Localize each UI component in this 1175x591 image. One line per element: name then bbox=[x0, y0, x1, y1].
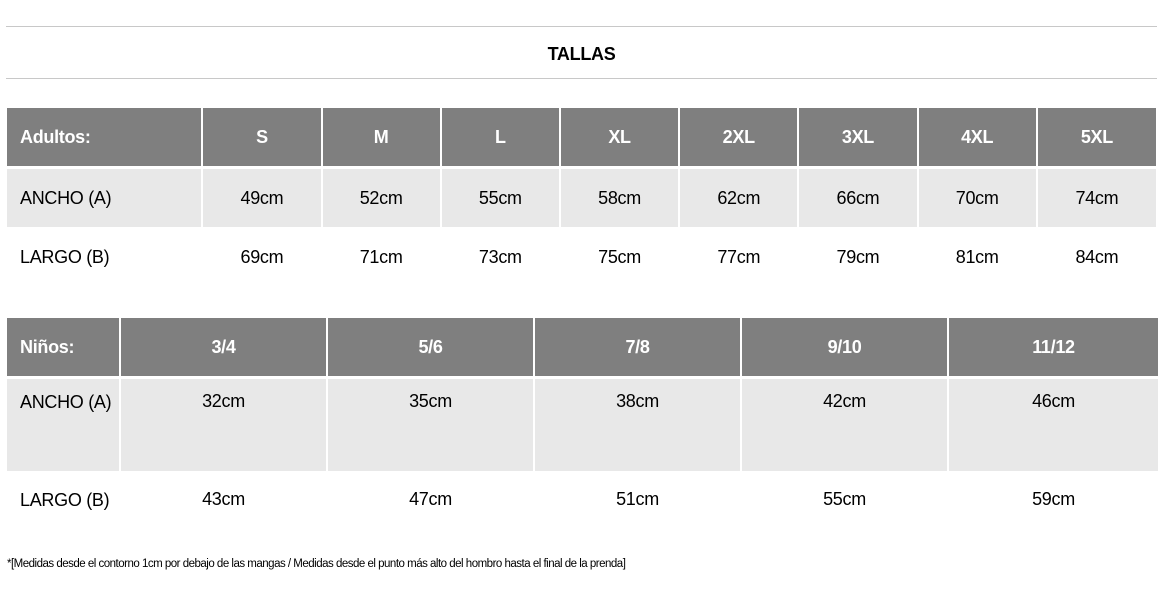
size-header-s: S bbox=[203, 108, 320, 166]
kids-size-table bbox=[5, 318, 1160, 559]
table-cell: 42cm bbox=[742, 376, 947, 471]
measurement-footnote: *[Medidas desde el contorno 1cm por debajo de las mangas / Medidas desde el punto más alto del hombro hasta el final de la prenda] bbox=[7, 558, 626, 570]
adult-header-label: Adultos: bbox=[7, 108, 201, 166]
adult-header-row bbox=[7, 108, 1156, 166]
table-cell: 71cm bbox=[359, 246, 403, 267]
table-cell: 58cm bbox=[561, 166, 678, 227]
table-cell: 55cm bbox=[442, 166, 559, 227]
row-label: ANCHO (A) bbox=[7, 376, 119, 471]
size-header-3xl: 3XL bbox=[799, 108, 916, 166]
size-header-l: L bbox=[442, 108, 559, 166]
table-cell: 59cm bbox=[1032, 489, 1075, 509]
row-label: LARGO (B) bbox=[20, 246, 110, 267]
kids-row-ancho bbox=[7, 376, 1158, 471]
size-header-xl: XL bbox=[561, 108, 678, 166]
table-cell: 55cm bbox=[823, 489, 866, 509]
table-cell: 81cm bbox=[955, 246, 999, 267]
table-cell: 66cm bbox=[799, 166, 916, 227]
table-cell: 79cm bbox=[836, 246, 880, 267]
top-divider bbox=[6, 26, 1157, 27]
table-cell: 70cm bbox=[919, 166, 1036, 227]
size-header-5-6: 5/6 bbox=[328, 318, 533, 376]
table-cell: 47cm bbox=[409, 489, 452, 509]
adult-size-table bbox=[5, 108, 1158, 287]
table-cell: 49cm bbox=[203, 166, 320, 227]
title-divider bbox=[6, 78, 1157, 79]
kids-header-label: Niños: bbox=[7, 318, 119, 376]
table-cell: 46cm bbox=[949, 376, 1158, 471]
page-title: TALLAS bbox=[547, 44, 616, 64]
table-cell: 51cm bbox=[616, 489, 659, 509]
table-cell: 77cm bbox=[717, 246, 761, 267]
size-header-11-12: 11/12 bbox=[949, 318, 1158, 376]
table-cell: 74cm bbox=[1038, 166, 1156, 227]
kids-row-largo bbox=[7, 471, 1158, 559]
table-cell: 75cm bbox=[598, 246, 641, 267]
row-label: LARGO (B) bbox=[20, 490, 110, 510]
table-cell: 84cm bbox=[1075, 246, 1119, 267]
row-label: ANCHO (A) bbox=[7, 166, 201, 227]
size-header-5xl: 5XL bbox=[1038, 108, 1156, 166]
adult-row-largo bbox=[7, 227, 1156, 287]
table-cell: 52cm bbox=[323, 166, 440, 227]
size-header-9-10: 9/10 bbox=[742, 318, 947, 376]
table-cell: 69cm bbox=[240, 246, 284, 267]
table-cell: 32cm bbox=[121, 376, 326, 471]
adult-row-ancho bbox=[7, 166, 1156, 227]
size-header-3-4: 3/4 bbox=[121, 318, 326, 376]
size-header-m: M bbox=[323, 108, 440, 166]
size-header-2xl: 2XL bbox=[680, 108, 797, 166]
table-cell: 73cm bbox=[478, 246, 522, 267]
kids-header-row bbox=[7, 318, 1158, 376]
size-header-7-8: 7/8 bbox=[535, 318, 740, 376]
table-cell: 62cm bbox=[680, 166, 797, 227]
table-cell: 35cm bbox=[328, 376, 533, 471]
table-cell: 38cm bbox=[535, 376, 740, 471]
size-header-4xl: 4XL bbox=[919, 108, 1036, 166]
table-cell: 43cm bbox=[202, 489, 245, 509]
